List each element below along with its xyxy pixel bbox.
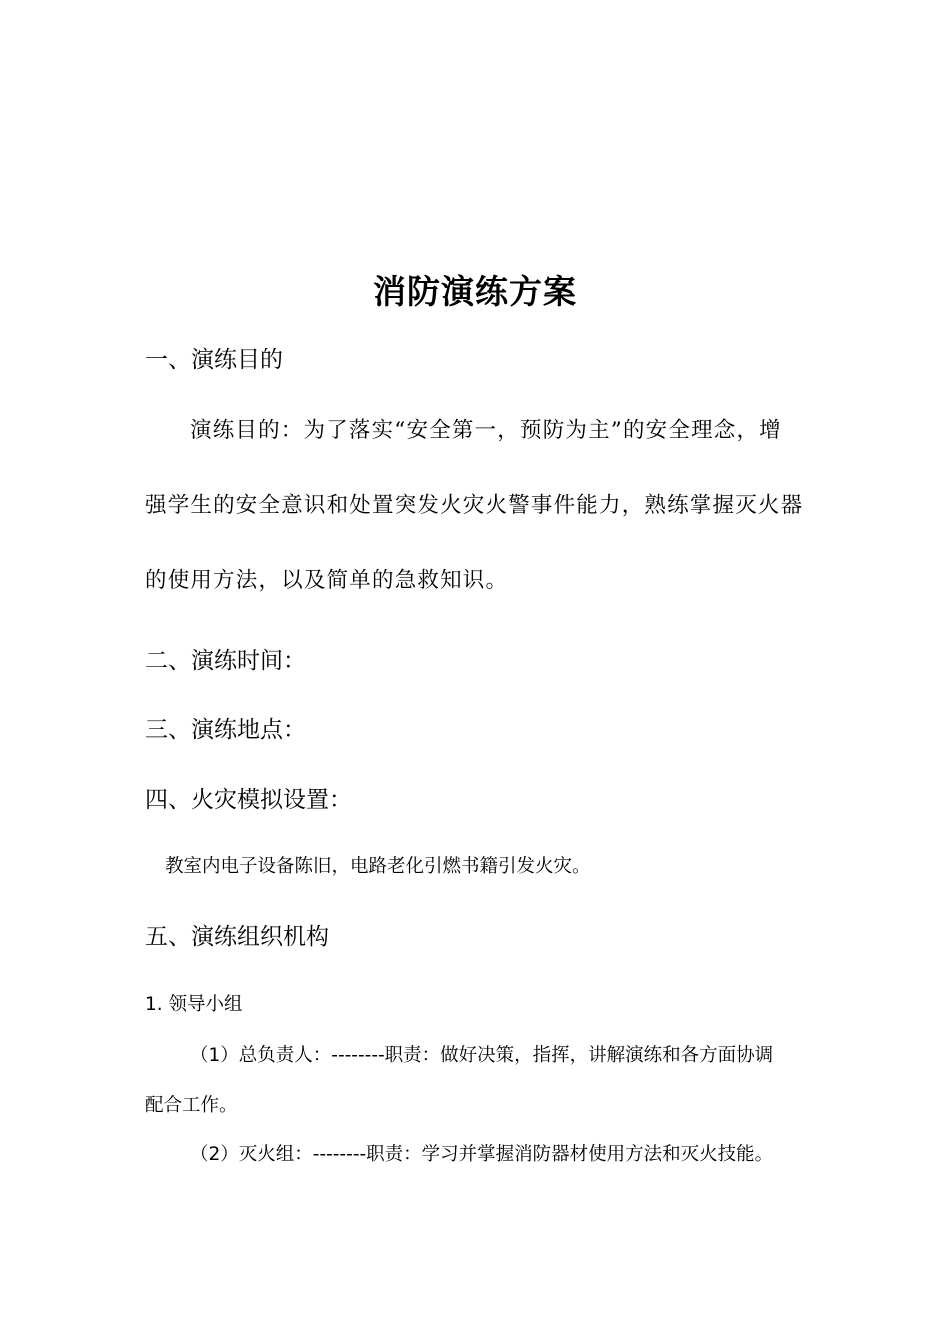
section-heading-fire-simulation: 四、火灾模拟设置： [145,787,352,813]
section-heading-time: 二、演练时间： [145,648,306,674]
section-heading-organization: 五、演练组织机构 [145,924,329,950]
section-heading-purpose: 一、演练目的 [145,347,283,373]
document-title: 消防演练方案 [373,272,577,311]
item-chief-line-1: （1）总负责人：--------职责：做好决策，指挥，讲解演练和各方面协调 [190,1045,774,1066]
item-chief-line-2: 配合工作。 [145,1095,238,1116]
subheading-leadership-group: 1. 领导小组 [145,994,243,1015]
fire-simulation-text: 教室内电子设备陈旧，电路老化引燃书籍引发火灾。 [165,856,591,877]
purpose-paragraph-line-2: 强学生的安全意识和处置突发火灾火警事件能力，熟练掌握灭火器 [145,493,804,518]
item-fire-fighting-group: （2）灭火组：--------职责：学习并掌握消防器材使用方法和灭火技能。 [190,1144,774,1165]
purpose-paragraph-line-1: 演练目的：为了落实“安全第一，预防为主”的安全理念，增 [190,418,782,443]
section-heading-location: 三、演练地点： [145,717,306,743]
purpose-paragraph-line-3: 的使用方法，以及简单的急救知识。 [145,568,509,593]
